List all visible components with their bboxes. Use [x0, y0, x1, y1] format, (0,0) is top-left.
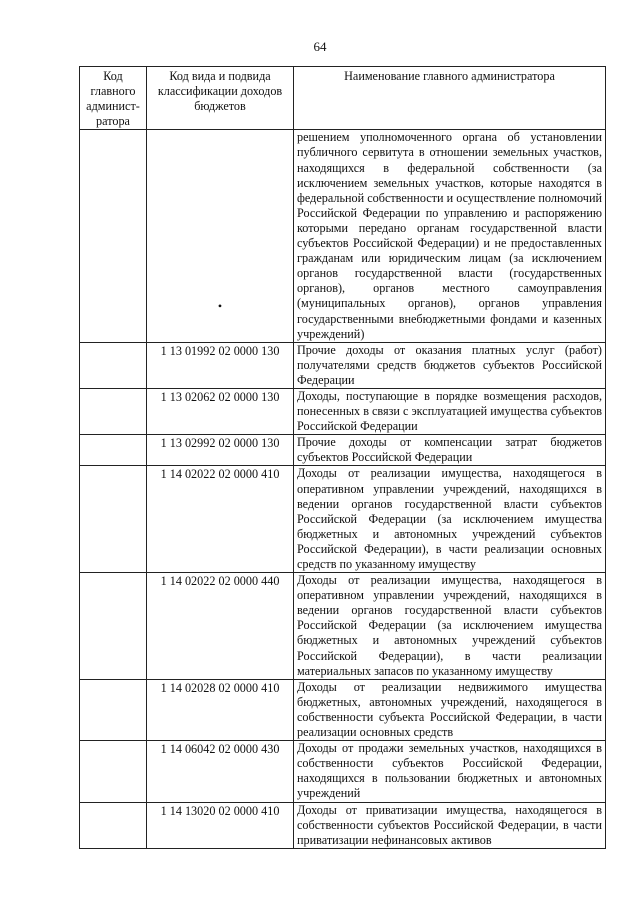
cell-classification-code: 1 13 02992 02 0000 130: [147, 435, 294, 466]
table-row-continuation: [80, 130, 606, 342]
cell-admin-code: [80, 802, 147, 848]
table-row: [80, 802, 606, 848]
cell-classification-code: 1 14 13020 02 0000 410: [147, 802, 294, 848]
table-header-row: [80, 67, 606, 130]
cell-admin-code: [80, 679, 147, 740]
table-row: [80, 573, 606, 680]
cell-admin-code: [80, 342, 147, 388]
cell-admin-code: [80, 741, 147, 802]
cell-classification-code: 1 13 02062 02 0000 130: [147, 388, 294, 434]
cell-administrator-name: Доходы от продажи земельных участков, находящихся в собственности субъектов Российской Федерации, находящихся в пользовании бюджетных и автономных учреждений: [294, 741, 606, 802]
cell-administrator-name: решением уполномоченного органа об установлении публичного сервитута в отношении земельных участков, находящихся в федеральной собственности (за исключением земельных участков, которые находятся в федеральной собственности и осуществление полномочий Российской Федерации по управлению и распоряжению которыми передано органам государственной власти субъектов Российской Федерации) и не предоставленных гражданам или юридическим лицам (за исключением органов государственной власти (государственных органов), органов местного самоуправления (муниципальных органов), органов управления государственными внебюджетными фондами и казенных учреждений): [294, 130, 606, 342]
table-row: [80, 342, 606, 388]
cell-admin-code: [80, 466, 147, 573]
page-number: 64: [313, 39, 327, 54]
table-row: [80, 435, 606, 466]
header-classification-code: Код вида и подвида классификации доходов бюджетов: [147, 67, 294, 130]
header-admin-code: Код главного админист-ратора: [80, 67, 147, 130]
table-row: [80, 679, 606, 740]
cell-admin-code: [80, 130, 147, 342]
table-row: [80, 466, 606, 573]
cell-administrator-name: Доходы от реализации недвижимого имущества бюджетных, автономных учреждений, находящегося в собственности субъекта Российской Федерации, в части реализации основных средств: [294, 679, 606, 740]
cell-classification-code: 1 14 02028 02 0000 410: [147, 679, 294, 740]
table-row: [80, 388, 606, 434]
table-row: [80, 741, 606, 802]
header-administrator-name: Наименование главного администратора: [294, 67, 606, 130]
cell-admin-code: [80, 573, 147, 680]
cell-administrator-name: Прочие доходы от компенсации затрат бюджетов субъектов Российской Федерации: [294, 435, 606, 466]
cell-admin-code: [80, 388, 147, 434]
cell-classification-code: 1 14 06042 02 0000 430: [147, 741, 294, 802]
cell-administrator-name: Доходы от реализации имущества, находящегося в оперативном управлении учреждений, находящихся в ведении органов государственной власти субъектов Российской Федерации (за исключением имущества бюджетных и автономных учреждений субъектов Российской Федерации), в части реализации материальных запасов по указанному имуществу: [294, 573, 606, 680]
cell-classification-code: 1 14 02022 02 0000 440: [147, 573, 294, 680]
cell-classification-code: 1 14 02022 02 0000 410: [147, 466, 294, 573]
revenue-administrators-table: [79, 66, 606, 849]
cell-classification-code: 1 13 01992 02 0000 130: [147, 342, 294, 388]
cell-administrator-name: Доходы от приватизации имущества, находящегося в собственности субъектов Российской Федерации, в части приватизации нефинансовых активов: [294, 802, 606, 848]
cell-classification-code: [147, 130, 294, 342]
cell-administrator-name: Доходы, поступающие в порядке возмещения расходов, понесенных в связи с эксплуатацией имущества субъектов Российской Федерации: [294, 388, 606, 434]
cell-admin-code: [80, 435, 147, 466]
cell-administrator-name: Доходы от реализации имущества, находящегося в оперативном управлении учреждений, находящихся в ведении органов государственной власти субъектов Российской Федерации (за исключением имущества бюджетных и автономных учреждений субъектов Российской Федерации), в части реализации основных средств по указанному имуществу: [294, 466, 606, 573]
stray-mark: •: [217, 299, 223, 314]
cell-administrator-name: Прочие доходы от оказания платных услуг (работ) получателями средств бюджетов субъектов Российской Федерации: [294, 342, 606, 388]
